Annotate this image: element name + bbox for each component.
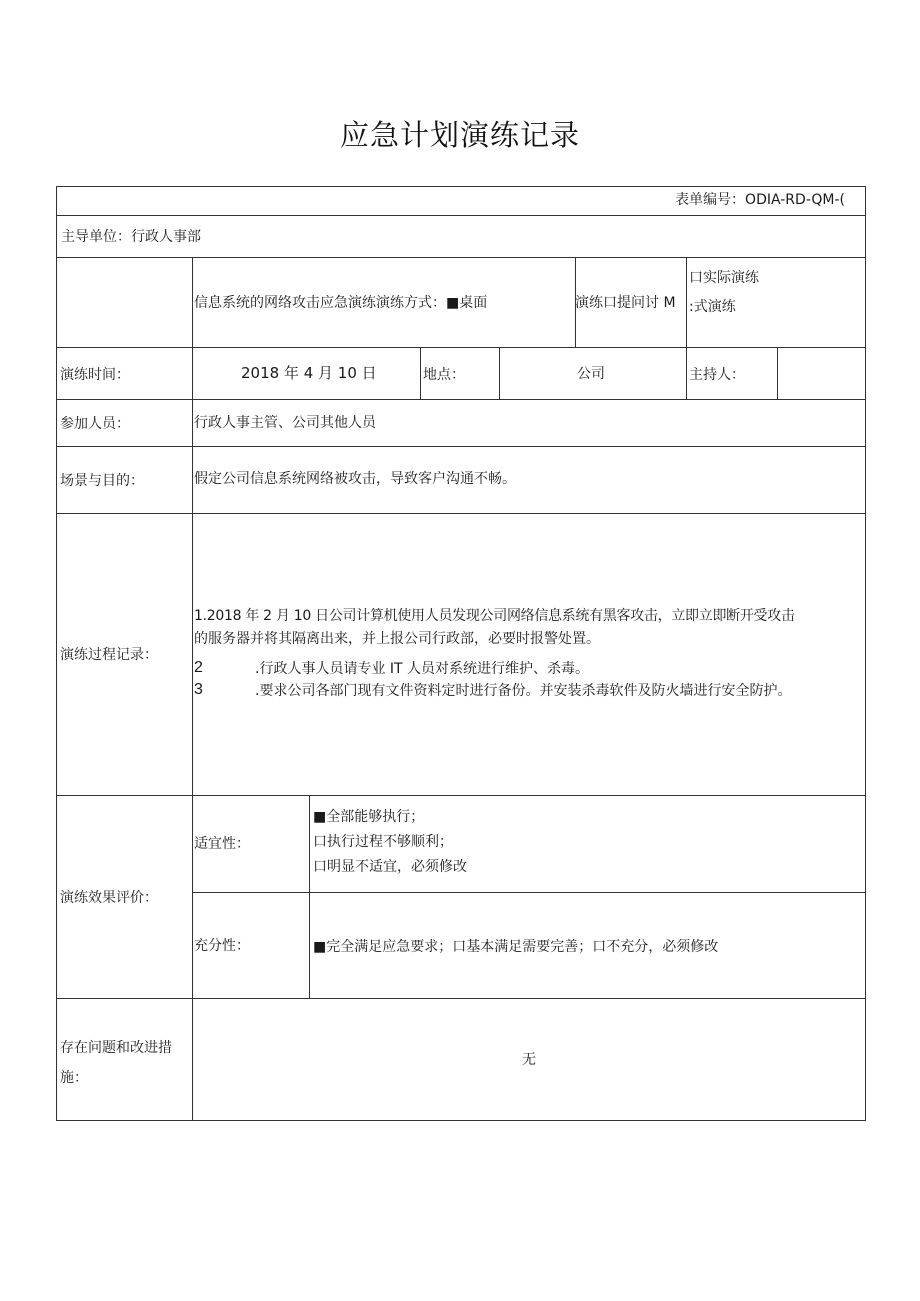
process-line-1: 1.2018 年 2 月 10 日公司计算机使用人员发现公司网络信息系统有黑客攻击，立即立即断开受攻击: [194, 608, 795, 624]
time-label: 演练时间：: [60, 367, 130, 383]
page-title: 应急计划演练记录: [339, 118, 580, 152]
lead-unit: 主导单位：行政人事部: [61, 229, 201, 245]
place-value: 公司: [577, 366, 605, 382]
row-divider: [57, 795, 865, 796]
column-divider: [499, 347, 500, 399]
column-divider: [777, 347, 778, 399]
process-line-2: 的服务器并将其隔离出来，并上报公司行政部，必要时报警处置。: [194, 631, 600, 647]
place-label: 地点：: [423, 367, 465, 383]
row-divider: [57, 446, 865, 447]
row-divider: [192, 892, 865, 893]
column-divider: [192, 257, 193, 1120]
process-item-2-text: .行政人事人员请专业 IT 人员对系统进行维护、杀毒。: [255, 661, 590, 677]
row-divider: [57, 257, 865, 258]
issues-label-line-1: 存在问题和改进措: [60, 1040, 172, 1056]
process-item-2-number: 2: [194, 659, 203, 676]
process-label: 演练过程记录：: [60, 647, 158, 663]
drill-name-mode: 信息系统的网络攻击应急演练演练方式：■桌面: [194, 295, 488, 311]
process-item-3-text: .要求公司各部门现有文件资料定时进行备份。并安装杀毒软件及防火墙进行安全防护。: [255, 683, 792, 699]
row-divider: [57, 998, 865, 999]
column-divider: [309, 795, 310, 998]
row-divider: [57, 513, 865, 514]
suitability-label: 适宜性：: [194, 836, 250, 852]
form-number: 表单编号：ODIA-RD-QM-(: [675, 192, 845, 208]
participants-value: 行政人事主管、公司其他人员: [194, 415, 376, 431]
participants-label: 参加人员：: [60, 416, 130, 432]
suitability-option-not-smooth: 口执行过程不够顺利；: [313, 834, 453, 850]
issues-value: 无: [522, 1052, 536, 1068]
process-item-3-number: 3: [194, 681, 203, 698]
drill-mode-actual: 口实际演练: [689, 270, 759, 286]
suitability-option-all: ■全部能够执行；: [313, 809, 425, 825]
time-value: 2018 年 4 月 10 日: [241, 364, 377, 382]
adequacy-value: ■完全满足应急要求；口基本满足需要完善；口不充分，必须修改: [313, 939, 719, 955]
column-divider: [686, 257, 687, 399]
row-divider: [57, 215, 865, 216]
host-label: 主持人：: [689, 367, 745, 383]
drill-record-table: [56, 186, 866, 1121]
issues-label-line-2: 施：: [60, 1070, 88, 1086]
row-divider: [57, 347, 865, 348]
scenario-label: 场景与目的：: [60, 473, 144, 489]
effect-label: 演练效果评价：: [60, 890, 158, 906]
column-divider: [420, 347, 421, 399]
adequacy-label: 充分性：: [194, 938, 250, 954]
drill-mode-formal: :式演练: [689, 299, 736, 315]
scenario-value: 假定公司信息系统网络被攻击，导致客户沟通不畅。: [194, 471, 516, 487]
row-divider: [57, 399, 865, 400]
suitability-option-unsuitable: 口明显不适宜，必须修改: [313, 859, 467, 875]
drill-mode-discussion: 演练口提问讨 M: [575, 295, 676, 311]
